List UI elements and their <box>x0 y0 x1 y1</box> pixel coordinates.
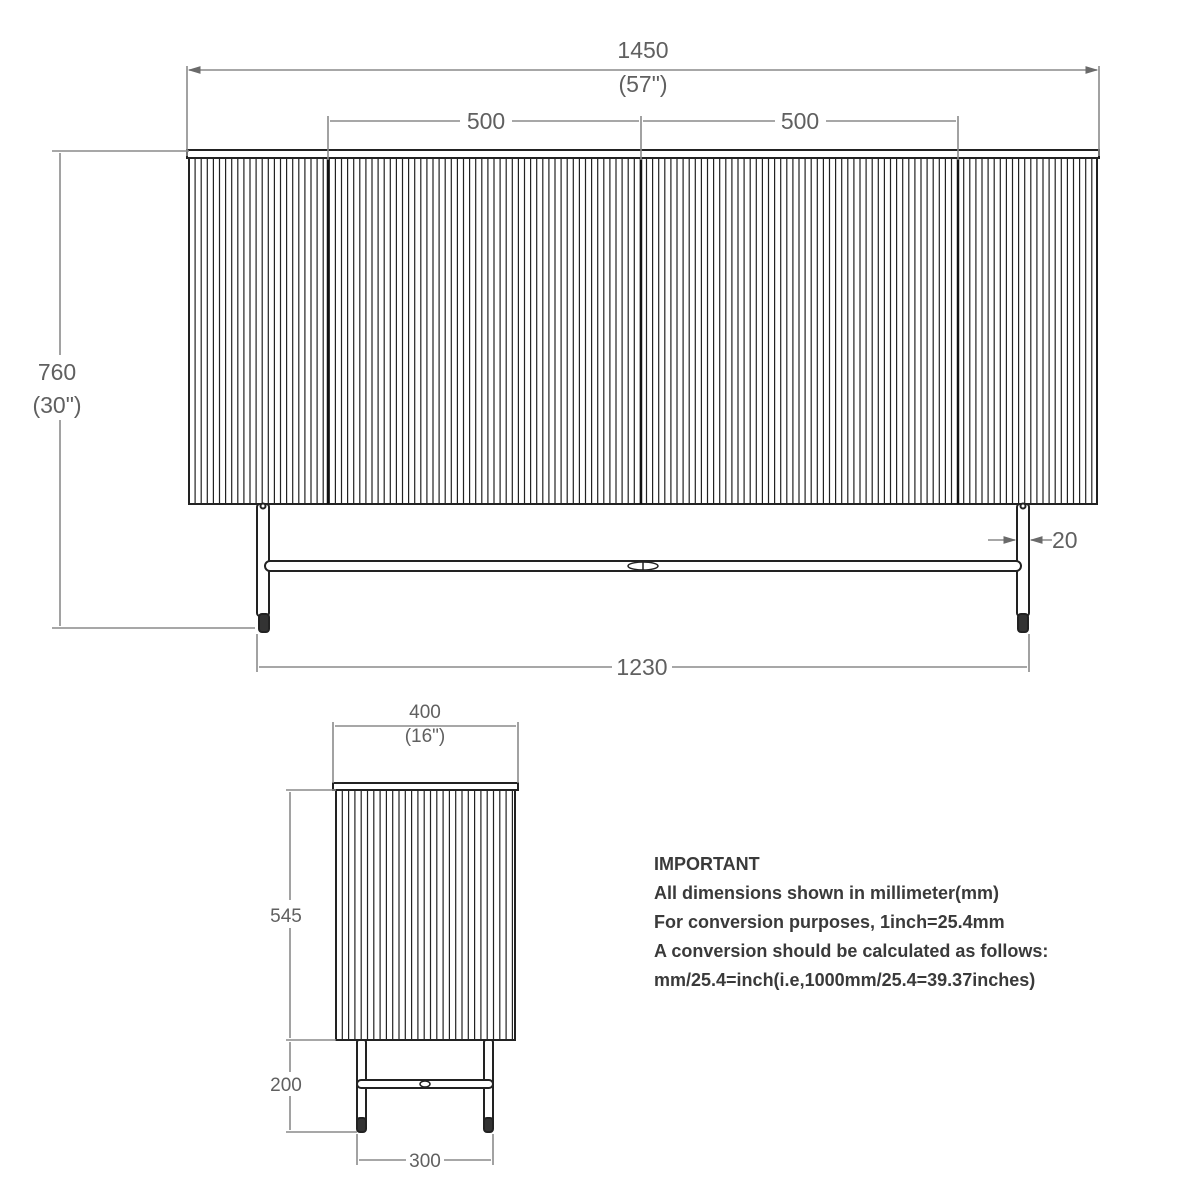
dim-label-overall-width: 1450 <box>617 37 669 63</box>
dim-label-leg-span: 1230 <box>616 654 668 680</box>
note-line-4: mm/25.4=inch(i.e,1000mm/25.4=39.37inches) <box>654 970 1036 990</box>
side-body <box>336 790 515 1040</box>
side-top-slab <box>333 783 518 790</box>
dim-label-side-leg-span: 300 <box>409 1151 441 1172</box>
dim-overall-width <box>187 37 1099 156</box>
front-body <box>189 158 1097 504</box>
dim-label-overall-width-in: (57") <box>618 71 668 97</box>
dim-label-body-height: 545 <box>270 906 302 927</box>
note-line-2: For conversion purposes, 1inch=25.4mm <box>654 912 1005 932</box>
front-top-slab <box>187 150 1099 158</box>
dim-label-depth-in: (16") <box>404 726 446 747</box>
side-view <box>270 702 518 1172</box>
dim-label-height: 760 <box>37 359 77 385</box>
dim-label-leg-height: 200 <box>270 1075 302 1096</box>
dim-leg-span <box>257 634 1029 680</box>
front-view <box>32 37 1099 680</box>
dim-label-leg-width: 20 <box>1052 527 1078 553</box>
note-line-1: All dimensions shown in millimeter(mm) <box>654 883 1000 903</box>
dim-label-door-right: 500 <box>780 108 820 134</box>
dim-depth <box>333 702 518 783</box>
dim-body-height <box>270 790 336 1040</box>
dim-label-height-in: (30") <box>32 392 82 418</box>
important-note <box>654 850 1174 995</box>
note-line-3: A conversion should be calculated as follows: <box>654 941 1049 961</box>
dim-leg-width <box>988 527 1078 553</box>
dim-leg-height <box>270 1042 357 1132</box>
dim-side-leg-span <box>357 1134 493 1172</box>
dim-label-door-left: 500 <box>466 108 506 134</box>
side-stretcher-joint <box>420 1081 430 1087</box>
dim-label-depth: 400 <box>409 702 441 723</box>
note-title: IMPORTANT <box>654 854 760 874</box>
